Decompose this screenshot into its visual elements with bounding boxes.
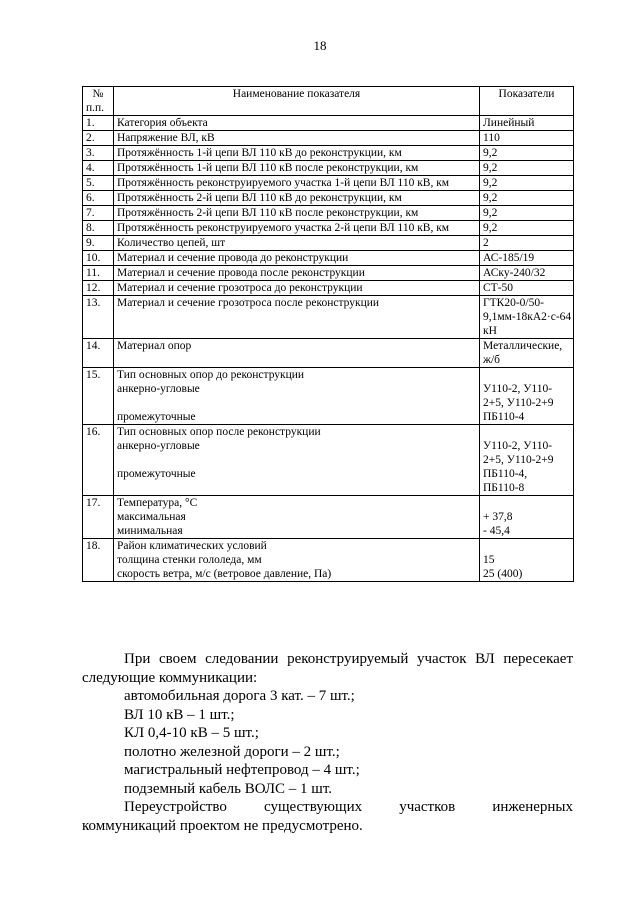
row-sub-value: У110-2, У110-2+5, У110-2+9 [483,440,554,466]
list-item: автомобильная дорога 3 кат. – 7 шт.; [124,688,355,704]
table-row [83,296,574,339]
row-value: 110 [480,131,574,146]
row-number: 15. [83,368,114,425]
page-number: 18 [313,38,327,53]
row-value: 9,2 [480,161,574,176]
row-sub-label: минимальная [117,525,183,537]
table-row [83,251,574,266]
table-row [83,116,574,131]
closing-line-2: коммуникаций проектом не предусмотрено. [82,817,363,834]
row-name: Протяжённость реконструируемого участка 1-й цепи ВЛ 110 кВ, км [114,176,480,191]
row-name [114,539,480,582]
row-name: Материал и сечение провода до реконструкции [114,251,480,266]
row-value: Металлические, ж/б [480,339,574,368]
row-number: 5. [83,176,114,191]
row-sub-label: промежуточные [117,468,196,480]
row-sub-value: У110-2, У110-2+5, У110-2+9 [483,383,554,409]
row-number: 9. [83,236,114,251]
row-value [480,425,574,496]
row-title: Температура, °С [117,497,198,509]
row-name: Материал и сечение грозотроса после реконструкции [114,296,480,339]
row-number: 12. [83,281,114,296]
row-value: АСку-240/32 [480,266,574,281]
table-row [83,539,574,582]
row-sub-value: ПБ110-4, [483,468,528,480]
closing-word: инженерных [492,799,573,815]
closing-word: существующих [263,799,363,815]
row-name: Протяжённость 1-й цепи ВЛ 110 кВ до реконструкции, км [114,146,480,161]
table-row [83,176,574,191]
header-number-symbol: № [92,88,104,100]
row-sub-label: скорость ветра, м/с (ветровое давление, Па) [117,568,332,580]
row-value: АС-185/19 [480,251,574,266]
body-text [82,650,573,835]
row-value: СТ-50 [480,281,574,296]
row-name [114,496,480,539]
row-sub-value: 25 (400) [483,568,523,580]
list-item: полотно железной дороги – 2 шт.; [124,743,340,760]
table-row [83,131,574,146]
row-value: Линейный [480,116,574,131]
list-item: ВЛ 10 кВ – 1 шт.; [124,706,235,723]
row-title: Тип основных опор после реконструкции [117,426,321,438]
row-name [114,425,480,496]
row-sub-label: промежуточные [117,411,196,423]
table-row [83,161,574,176]
row-number: 2. [83,131,114,146]
row-number: 7. [83,206,114,221]
row-number: 4. [83,161,114,176]
row-name: Количество цепей, шт [114,236,480,251]
row-number: 18. [83,539,114,582]
row-value [480,496,574,539]
table-row [83,236,574,251]
row-name: Материал и сечение грозотроса до реконструкции [114,281,480,296]
list-item: подземный кабель ВОЛС – 1 шт. [124,780,333,797]
row-sub-value: + 37,8 [483,511,513,523]
parameters-table [82,86,574,582]
table-header-row [83,87,574,116]
row-sub-value: ПБ110-8 [483,482,525,494]
list-item: магистральный нефтепровод – 4 шт.; [124,762,360,778]
closing-line-1 [82,798,573,817]
row-sub-value: - 45,4 [483,525,510,537]
row-name [114,368,480,425]
table-row [83,368,574,425]
row-value: 9,2 [480,206,574,221]
table-row [83,221,574,236]
closing-word: Переустройство [124,799,227,815]
table-row [83,191,574,206]
table-row [83,425,574,496]
row-sub-label: анкерно-угловые [117,440,200,452]
row-name: Категория объекта [114,116,480,131]
row-number: 10. [83,251,114,266]
table-row [83,206,574,221]
row-value [480,368,574,425]
header-number [83,87,114,116]
intro-paragraph: При своем следовании реконструируемый участок ВЛ пересекает следующие коммуникации: [82,651,573,686]
table-row [83,146,574,161]
row-value: 9,2 [480,191,574,206]
list-item: КЛ 0,4-10 кВ – 5 шт.; [124,725,259,741]
row-number: 13. [83,296,114,339]
row-sub-label: анкерно-угловые [117,383,200,395]
row-title: Тип основных опор до реконструкции [117,369,305,381]
row-number: 16. [83,425,114,496]
header-number-abbr: п.п. [86,102,105,114]
row-name: Материал и сечение провода после реконструкции [114,266,480,281]
row-number: 6. [83,191,114,206]
row-name: Напряжение ВЛ, кВ [114,131,480,146]
row-value: 9,2 [480,221,574,236]
row-number: 3. [83,146,114,161]
row-value [480,539,574,582]
row-number: 1. [83,116,114,131]
communications-list [82,687,573,798]
row-number: 8. [83,221,114,236]
row-name: Протяжённость реконструируемого участка 2-й цепи ВЛ 110 кВ, км [114,221,480,236]
closing-word: участков [399,799,456,815]
row-number: 17. [83,496,114,539]
row-name: Протяжённость 2-й цепи ВЛ 110 кВ до реконструкции, км [114,191,480,206]
header-value: Показатели [480,87,574,116]
row-name: Протяжённость 2-й цепи ВЛ 110 кВ после реконструкции, км [114,206,480,221]
row-name: Материал опор [114,339,480,368]
row-value: 2 [480,236,574,251]
table-row [83,281,574,296]
row-number: 14. [83,339,114,368]
row-title: Район климатических условий [117,540,267,552]
row-sub-label: толщина стенки гололеда, мм [117,554,262,566]
row-value: 9,2 [480,176,574,191]
table-row [83,496,574,539]
table-row [83,339,574,368]
row-number: 11. [83,266,114,281]
table-row [83,266,574,281]
row-sub-label: максимальная [117,511,186,523]
header-name: Наименование показателя [114,87,480,116]
row-sub-value: 15 [483,554,495,566]
row-value: ГТК20-0/50-9,1мм-18кА2·с-64 кН [480,296,574,339]
row-sub-value: ПБ110-4 [483,411,525,423]
row-name: Протяжённость 1-й цепи ВЛ 110 кВ после реконструкции, км [114,161,480,176]
row-value: 9,2 [480,146,574,161]
